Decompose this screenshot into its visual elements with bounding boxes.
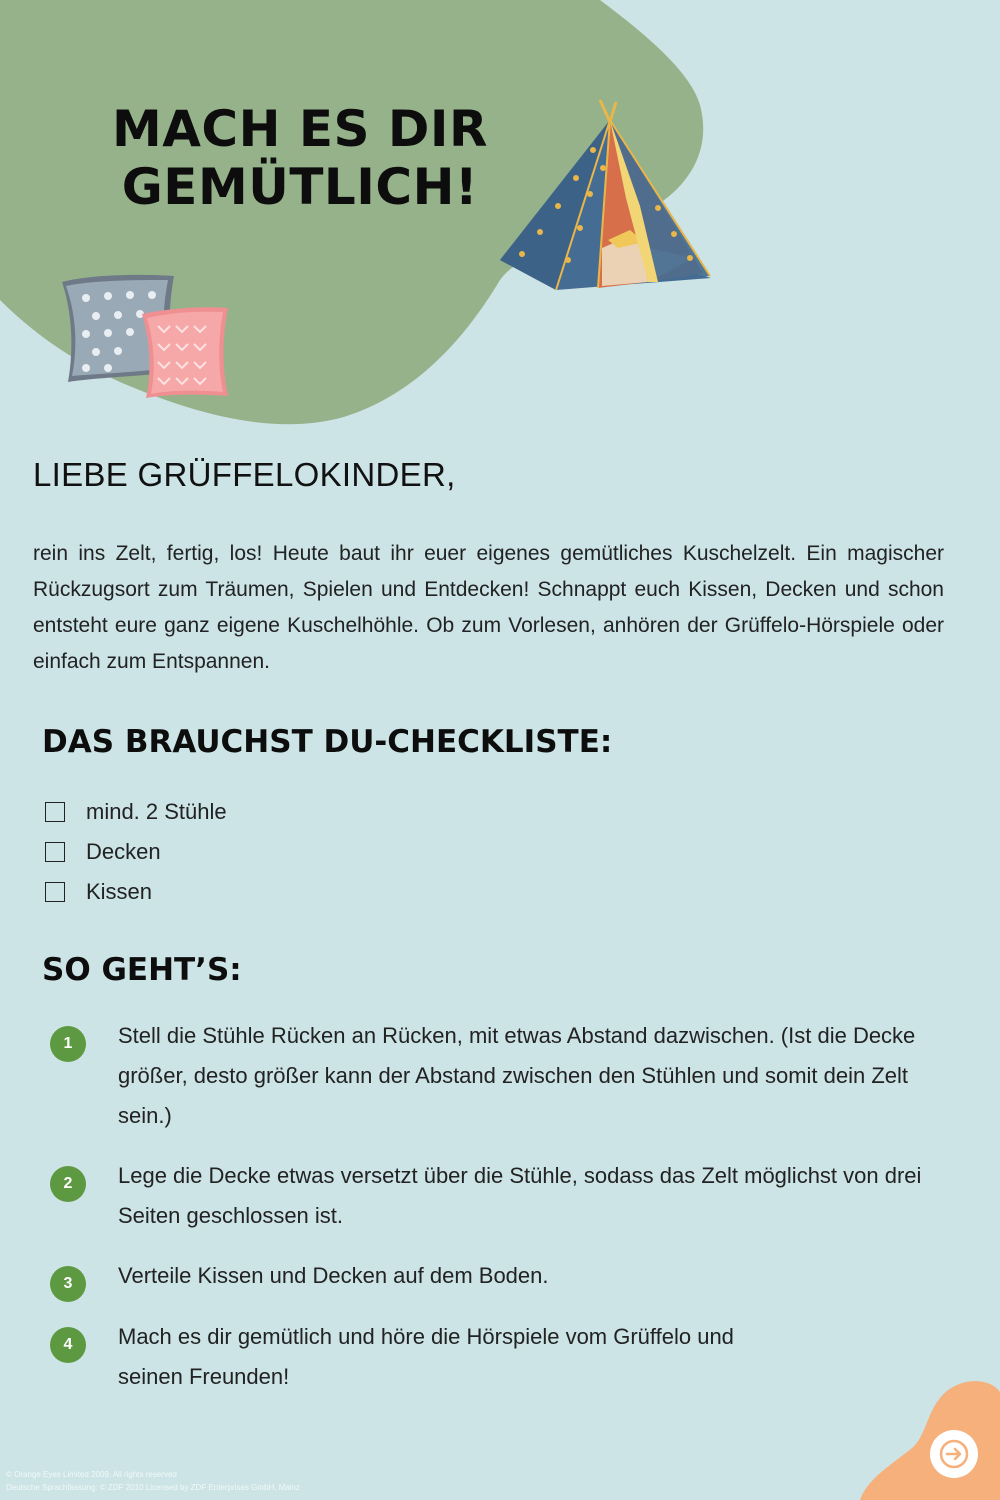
steps-heading: SO GEHT’S: (42, 952, 242, 988)
step-number-badge: 4 (50, 1327, 86, 1363)
checklist-item[interactable] (45, 792, 227, 832)
step-text: Lege die Decke etwas versetzt über die Stühle, sodass das Zelt möglichst von drei Seiten geschlossen ist. (118, 1163, 922, 1228)
checkbox[interactable] (45, 842, 65, 862)
corner-blob (860, 1378, 1000, 1500)
next-page-button[interactable] (930, 1430, 978, 1478)
checkbox[interactable] (45, 882, 65, 902)
checklist-item[interactable] (45, 832, 227, 872)
checklist (45, 792, 227, 912)
step-item (50, 1156, 940, 1236)
checkbox[interactable] (45, 802, 65, 822)
step-number-badge: 1 (50, 1026, 86, 1062)
greeting: LIEBE GRÜFFELOKINDER, (33, 456, 456, 493)
tent-illustration (498, 98, 713, 293)
checklist-item[interactable] (45, 872, 227, 912)
arrow-right-icon (939, 1439, 969, 1469)
step-number-badge: 2 (50, 1166, 86, 1202)
step-item (50, 1256, 940, 1296)
checklist-item-label: mind. 2 Stühle (86, 799, 227, 824)
checklist-item-label: Kissen (86, 879, 153, 904)
intro-paragraph: rein ins Zelt, fertig, los! Heute baut ihr euer eigenes gemütliches Kuschelzelt. Ein magischer Rückzugsort zum Träumen, Spielen und Entdecken! Schnappt euch Kissen, Decken und schon entsteht eure ganz eigene Kuschelhöhle. Ob zum Vorlesen, anhören der Grüffelo-Hörspiele oder einfach zum Entspannen. (33, 542, 944, 673)
pillows-illustration (52, 268, 232, 403)
step-text: Stell die Stühle Rücken an Rücken, mit etwas Abstand dazwischen. (Ist die Decke größer, desto größer kann der Abstand zwischen den Stühlen und somit dein Zelt sein.) (118, 1023, 916, 1128)
checklist-heading: DAS BRAUCHST DU-CHECKLISTE: (42, 724, 613, 760)
checklist-item-label: Decken (86, 839, 161, 864)
step-number-badge: 3 (50, 1266, 86, 1302)
step-text: Verteile Kissen und Decken auf dem Boden. (118, 1263, 549, 1288)
page-title: MACH ES DIR GEMÜTLICH! (111, 100, 489, 216)
step-item (50, 1317, 768, 1397)
steps-list (50, 1016, 940, 1397)
step-text: Mach es dir gemütlich und höre die Hörspiele vom Grüffelo und seinen Freunden! (118, 1324, 734, 1389)
copyright-notice: © Orange Eyes Limited 2009. All rights reserved Deutsche Sprachfassung: © ZDF 2010 Licensed by ZDF Enterprises GmbH, Mainz (6, 1470, 301, 1492)
step-item (50, 1016, 940, 1136)
